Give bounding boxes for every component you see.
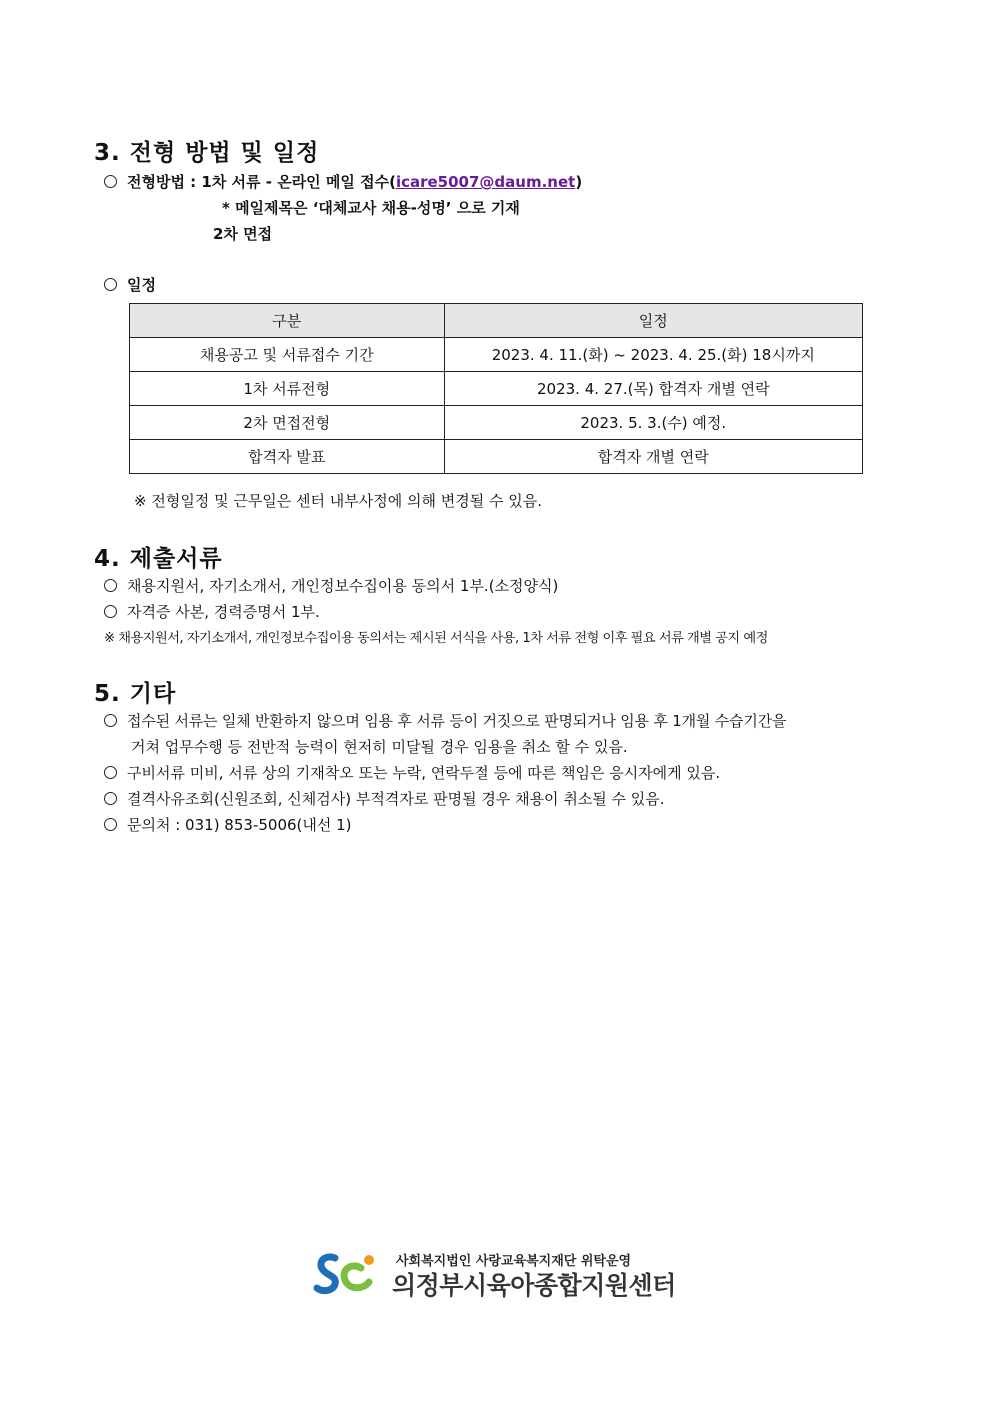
schedule-label: 일정 xyxy=(127,276,156,294)
table-header-schedule: 일정 xyxy=(444,304,862,338)
bullet-circle-icon xyxy=(104,714,117,727)
center-logo-icon xyxy=(313,1248,375,1298)
table-row xyxy=(130,372,863,406)
table-cell: 2023. 4. 27.(목) 합격자 개별 연락 xyxy=(444,372,862,406)
email-link[interactable]: icare5007@daum.net xyxy=(395,173,576,191)
list-item-text: 문의처 : 031) 853-5006(내선 1) xyxy=(127,816,352,834)
bullet-circle-icon xyxy=(104,175,117,188)
list-item xyxy=(104,575,558,596)
section5-title: 5. 기타 xyxy=(94,681,177,707)
table-row xyxy=(130,338,863,372)
table-cell: 합격자 개별 연락 xyxy=(444,440,862,474)
method-line xyxy=(104,171,582,192)
list-item-text: 구비서류 미비, 서류 상의 기재착오 또는 누락, 연락두절 등에 따른 책임은 응시자에게 있음. xyxy=(127,764,721,782)
table-cell: 채용공고 및 서류접수 기간 xyxy=(130,338,445,372)
table-header-category: 구분 xyxy=(130,304,445,338)
list-item-text: 자격증 사본, 경력증명서 1부. xyxy=(127,603,320,621)
list-item xyxy=(104,788,665,809)
bullet-circle-icon xyxy=(104,792,117,805)
documents-note: ※ 채용지원서, 자기소개서, 개인정보수집이용 동의서는 제시된 서식을 사용, 1차 서류 전형 이후 필요 서류 개별 공지 예정 xyxy=(104,631,768,646)
schedule-table xyxy=(129,303,863,474)
table-row xyxy=(130,406,863,440)
footer-subtitle: 사회복지법인 사랑교육복지재단 위탁운영 xyxy=(396,1254,632,1269)
table-header-row xyxy=(130,304,863,338)
table-cell: 1차 서류전형 xyxy=(130,372,445,406)
method-close: ) xyxy=(575,173,583,191)
table-cell: 2023. 5. 3.(수) 예정. xyxy=(444,406,862,440)
section3-title: 3. 전형 방법 및 일정 xyxy=(94,140,320,166)
list-item-text: 접수된 서류는 일체 반환하지 않으며 임용 후 서류 등이 거짓으로 판명되거나 임용 후 1개월 수습기간을 xyxy=(127,712,787,730)
list-item-text: 결격사유조회(신원조회, 신체검사) 부적격자로 판명될 경우 채용이 취소될 수 있음. xyxy=(127,790,665,808)
list-item-continued: 거쳐 업무수행 등 전반적 능력이 현저히 미달될 경우 임용을 취소 할 수 있음. xyxy=(131,738,628,756)
list-item xyxy=(104,710,786,731)
bullet-circle-icon xyxy=(104,278,117,291)
section4-title: 4. 제출서류 xyxy=(94,546,223,572)
bullet-circle-icon xyxy=(104,766,117,779)
table-cell: 합격자 발표 xyxy=(130,440,445,474)
schedule-heading xyxy=(104,274,156,295)
second-round: 2차 면접 xyxy=(213,225,273,243)
bullet-circle-icon xyxy=(104,605,117,618)
bullet-circle-icon xyxy=(104,579,117,592)
subject-note: * 메일제목은 ‘대체교사 채용-성명’ 으로 기재 xyxy=(222,199,520,217)
table-row xyxy=(130,440,863,474)
method-label: 전형방법 : 1차 서류 - 온라인 메일 접수( xyxy=(127,173,396,191)
list-item xyxy=(104,762,720,783)
table-cell: 2차 면접전형 xyxy=(130,406,445,440)
footer-center-name: 의정부시육아종합지원센터 xyxy=(392,1271,676,1300)
schedule-note: ※ 전형일정 및 근무일은 센터 내부사정에 의해 변경될 수 있음. xyxy=(134,492,543,510)
table-cell: 2023. 4. 11.(화) ~ 2023. 4. 25.(화) 18시까지 xyxy=(444,338,862,372)
bullet-circle-icon xyxy=(104,818,117,831)
list-item xyxy=(104,814,352,835)
list-item xyxy=(104,601,320,622)
list-item-text: 채용지원서, 자기소개서, 개인정보수집이용 동의서 1부.(소정양식) xyxy=(127,577,559,595)
